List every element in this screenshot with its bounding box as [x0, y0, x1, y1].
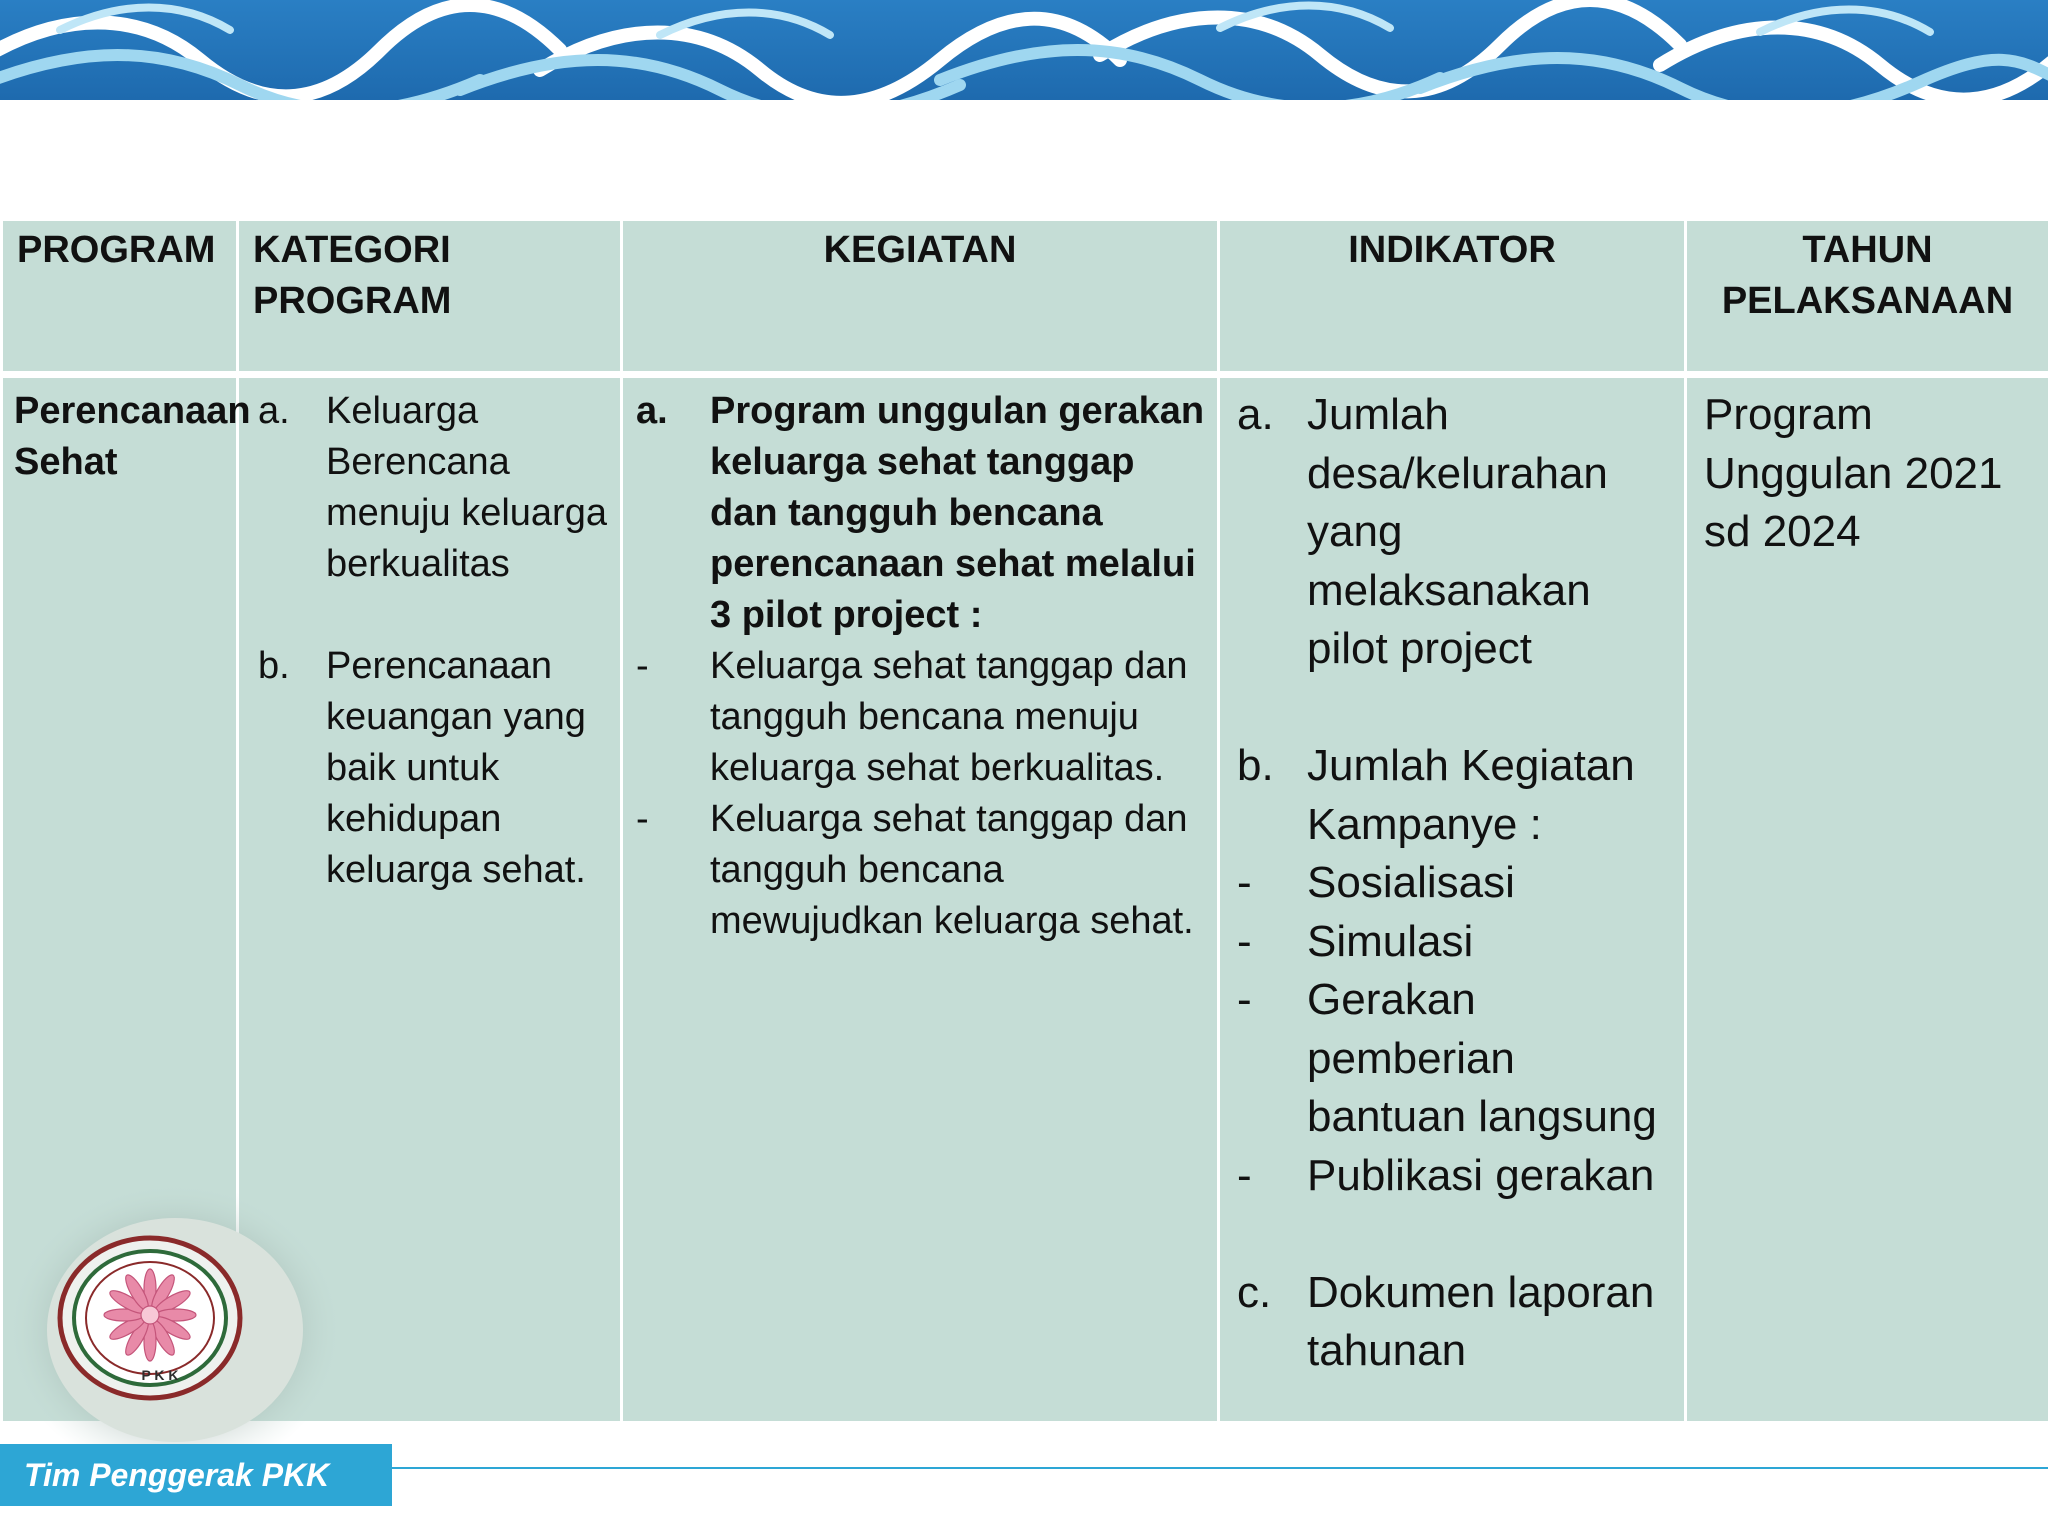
header-program — [2, 220, 238, 375]
list-marker: - — [636, 798, 649, 840]
kegiatan-main-text: Program unggulan gerakan keluarga sehat tanggap dan tangguh bencana perencanaan sehat melalui 3 pilot project : — [710, 390, 1205, 636]
header-indikator — [1219, 220, 1686, 375]
indikator-sub-item — [1221, 854, 1679, 913]
kategori-list — [240, 386, 619, 896]
list-marker: b. — [1237, 741, 1274, 790]
list-marker: a. — [636, 390, 668, 432]
indikator-item-text: Jumlah desa/kelurahan yang melaksanakan pilot project — [1307, 390, 1608, 673]
header-kategori — [238, 220, 622, 375]
kategori-item — [250, 386, 611, 590]
indikator-sub-item — [1221, 971, 1679, 1147]
indikator-item-a — [1221, 386, 1679, 679]
header-kategori-line2: PROGRAM — [253, 280, 452, 322]
indikator-sub-text: Simulasi — [1307, 916, 1474, 966]
header-kegiatan — [622, 220, 1219, 375]
header-indikator-label: INDIKATOR — [1348, 229, 1556, 271]
kegiatan-sub-text: Keluarga sehat tanggap dan tangguh bencana mewujudkan keluarga sehat. — [710, 798, 1194, 942]
header-kategori-line1: KATEGORI — [253, 229, 451, 271]
pkk-emblem-logo — [10, 1180, 350, 1480]
list-marker: - — [1237, 1150, 1252, 1200]
kegiatan-sub-text: Keluarga sehat tanggap dan tangguh bencana menuju keluarga sehat berkualitas. — [710, 645, 1188, 789]
list-marker: a. — [258, 390, 290, 432]
list-marker: c. — [1237, 1267, 1272, 1317]
table-header-row — [2, 220, 2048, 375]
list-marker: b. — [258, 645, 290, 687]
cell-indikator — [1219, 375, 1686, 1423]
indikator-item-b — [1221, 737, 1679, 854]
indikator-sub-item — [1221, 1147, 1679, 1206]
indikator-sub-text: Publikasi gerakan — [1307, 1150, 1655, 1200]
header-program-label: PROGRAM — [17, 229, 216, 271]
list-marker: - — [1237, 975, 1252, 1024]
indikator-sub-item — [1221, 913, 1679, 972]
svg-text:P K K: P K K — [141, 1367, 179, 1383]
wave-banner-decoration — [0, 0, 2048, 100]
kegiatan-main-item — [634, 386, 1208, 641]
kegiatan-sub-item — [634, 794, 1208, 947]
kegiatan-list — [624, 386, 1216, 947]
list-marker: a. — [1237, 390, 1274, 439]
indikator-sub-text: Gerakan pemberian bantuan langsung — [1307, 975, 1657, 1141]
list-marker: - — [1237, 858, 1252, 907]
indikator-list — [1221, 386, 1683, 1381]
kategori-item-text: Keluarga Berencana menuju keluarga berkualitas — [326, 390, 607, 585]
tahun-pelaksanaan-text: Program Unggulan 2021 sd 2024 — [1704, 390, 2003, 556]
list-marker: - — [1237, 916, 1252, 966]
indikator-sub-text: Sosialisasi — [1307, 858, 1515, 907]
cell-tahun — [1686, 375, 2048, 1423]
footer-divider — [392, 1467, 2048, 1469]
list-marker: - — [636, 645, 649, 687]
header-tahun — [1686, 220, 2048, 375]
cell-kegiatan — [622, 375, 1219, 1423]
header-kegiatan-label: KEGIATAN — [823, 229, 1017, 271]
header-tahun-line1: TAHUN — [1802, 229, 1933, 271]
kategori-item — [250, 641, 611, 896]
indikator-item-c — [1221, 1264, 1679, 1381]
indikator-item-text: Jumlah Kegiatan Kampanye : — [1307, 741, 1635, 849]
indikator-item-text: Dokumen laporan tahunan — [1307, 1267, 1655, 1375]
footer-label: Tim Penggerak PKK — [0, 1444, 392, 1506]
header-tahun-line2: PELAKSANAAN — [1721, 280, 2014, 322]
kategori-item-text: Perencanaan keuangan yang baik untuk kehidupan keluarga sehat. — [326, 645, 586, 891]
kegiatan-sub-item — [634, 641, 1208, 794]
program-name: Perencanaan Sehat — [14, 390, 251, 483]
